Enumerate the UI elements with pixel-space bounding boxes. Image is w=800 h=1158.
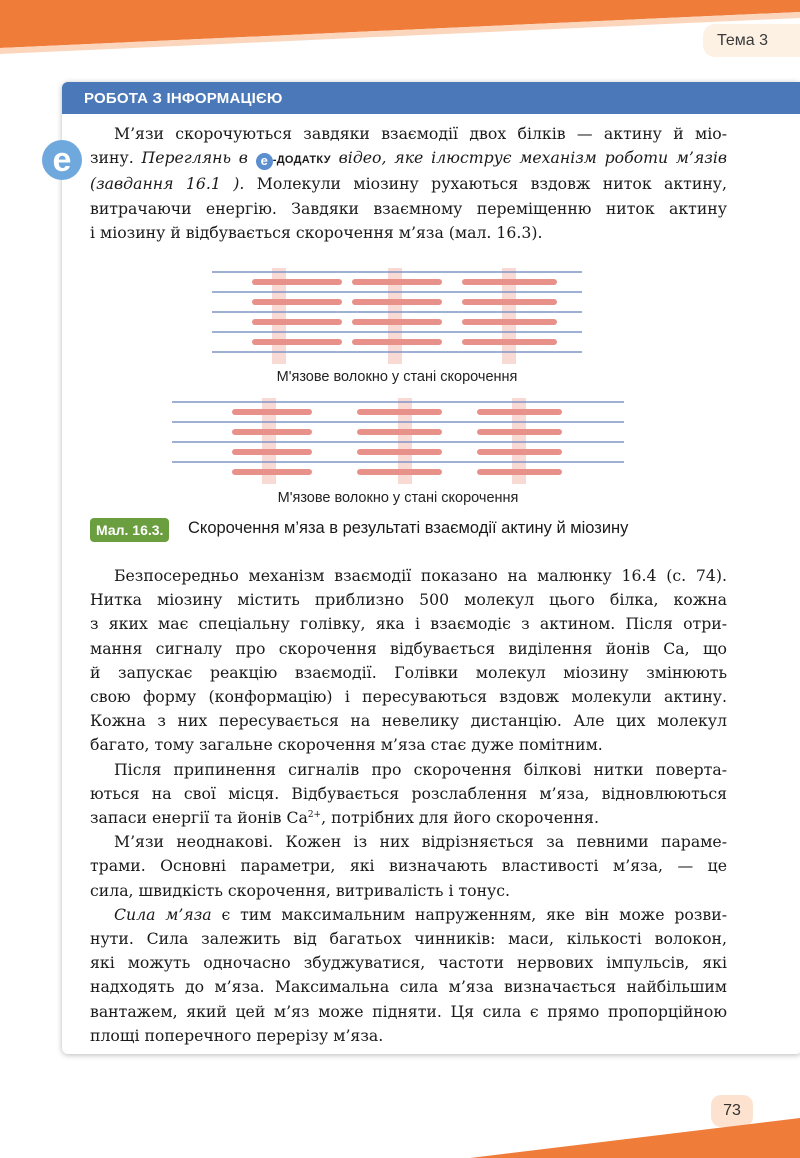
p1-line: багато, тому загальне скорочення м’яза стає дуже помітним.	[90, 735, 603, 755]
myosin-filament	[252, 299, 342, 305]
myosin-filament	[357, 409, 442, 415]
term-muscle-strength: Сила м’яза	[114, 904, 212, 924]
intro-line-1: М’язи скорочуються завдяки взаємодії двох білків — актину й міо-	[114, 124, 727, 143]
myosin-filament	[352, 339, 442, 345]
myosin-filament	[352, 279, 442, 285]
intro-line-2: зину. Переглянь в e -ДОДАТКУ відео, яке ілюструє механізм роботи м’язів	[90, 148, 728, 169]
p4-line: вантажем, який цей м’яз може підняти. Ця сила є прямо пропорційною	[90, 1001, 727, 1021]
myosin-filament	[462, 299, 557, 305]
p1-line: Нитка міозину містить приблизно 500 молекул цього білка, кожна	[90, 590, 727, 610]
p1-line: свою форму (конформацію) і пересуваються вздовж молекули актину.	[90, 687, 727, 707]
myosin-filament	[357, 469, 442, 475]
myosin-filament	[357, 449, 442, 455]
p1-line: мання сигналу про скорочення відбувається виділення йонів Са, що	[90, 638, 727, 658]
p3-line: М’язи неоднакові. Кожен із них відрізняється за певними параме-	[114, 832, 727, 852]
myosin-filament	[232, 409, 312, 415]
p3-line: трами. Основні параметри, які визначають властивості м’яза, — це	[90, 856, 727, 876]
body-text	[90, 564, 727, 1048]
intro-line-4: витрачаючи енергію. Завдяки взаємному переміщенню ниток актину	[90, 198, 727, 218]
p3-line: сила, швидкість скорочення, витривалість і тонус.	[90, 880, 511, 900]
p4-line: надходять до м’яза. Максимальна сила м’яза визначається найбільшим	[90, 977, 727, 997]
bottom-orange-band	[0, 1100, 800, 1158]
theme-tab: Тема 3	[703, 24, 800, 57]
p2-line: ються на свої місця. Відбувається розслаблення м’яза, відновлюються	[90, 783, 727, 803]
myosin-filament	[352, 319, 442, 325]
myosin-filament	[252, 339, 342, 345]
myosin-filament	[462, 279, 557, 285]
muscle-fiber-diagram-top	[212, 268, 582, 364]
p1-line: Безпосередньо механізм взаємодії показано на малюнку 16.4 (с. 74).	[114, 566, 727, 585]
e-addon-icon[interactable]: e	[256, 153, 273, 170]
intro-line-5: і міозину й відбувається скорочення м’яза (мал. 16.3).	[90, 222, 543, 242]
intro-paragraph	[90, 122, 727, 245]
p1-line: Кожна з них пересувається на невелику дистанцію. Але цих молекул	[90, 711, 727, 731]
intro-line-3: (завдання 16.1 ). Молекули міозину рухаються вздовж ниток актину,	[90, 174, 727, 194]
figure-caption-top: М'язове волокно у стані скорочення	[276, 369, 518, 385]
panel-title: РОБОТА З ІНФОРМАЦІЄЮ	[62, 82, 800, 114]
p4-line: нути. Сила залежить від багатьох чинників: маси, кількості волокон,	[90, 929, 727, 949]
addon-link[interactable]: -ДОДАТКУ	[272, 154, 331, 167]
myosin-filament	[357, 429, 442, 435]
p4-line: Сила м’яза є тим максимальним напруженням, яке він може розви-	[114, 904, 727, 924]
p2-line: запаси енергії та йонів $Са^{2+}$, потрібних для його скорочення.	[90, 808, 599, 828]
muscle-fiber-diagram-bottom	[172, 398, 624, 486]
myosin-filament	[462, 319, 557, 325]
myosin-filament	[477, 469, 562, 475]
page-number: 73	[711, 1095, 753, 1127]
top-orange-band	[0, 0, 800, 60]
p2-line: Після припинення сигналів про скорочення білкові нитки поверта-	[114, 759, 727, 779]
p1-line: й запускає реакцію взаємодії. Голівки молекул міозину змінюють	[90, 662, 727, 682]
p1-line: з яких має спеціальну голівку, яка і взаємодіє з актином. Після отри-	[90, 614, 727, 634]
e-supplement-icon[interactable]: e	[42, 140, 82, 180]
p4-line: площі поперечного перерізу м’яза.	[90, 1025, 384, 1045]
myosin-filament	[232, 469, 312, 475]
myosin-filament	[462, 339, 557, 345]
figure-title: Скорочення м’яза в результаті взаємодії актину й міозину	[188, 519, 629, 537]
myosin-filament	[252, 279, 342, 285]
myosin-filament	[352, 299, 442, 305]
myosin-filament	[232, 429, 312, 435]
figure-label: Мал. 16.3.	[90, 518, 169, 542]
p4-line: які можуть одночасно збуджуватися, частоти нервових імпульсів, які	[90, 953, 727, 973]
figure-caption-bottom: М'язове волокно у стані скорочення	[277, 490, 519, 506]
myosin-filament	[232, 449, 312, 455]
myosin-filament	[477, 429, 562, 435]
myosin-filament	[477, 409, 562, 415]
myosin-filament	[477, 449, 562, 455]
myosin-filament	[252, 319, 342, 325]
